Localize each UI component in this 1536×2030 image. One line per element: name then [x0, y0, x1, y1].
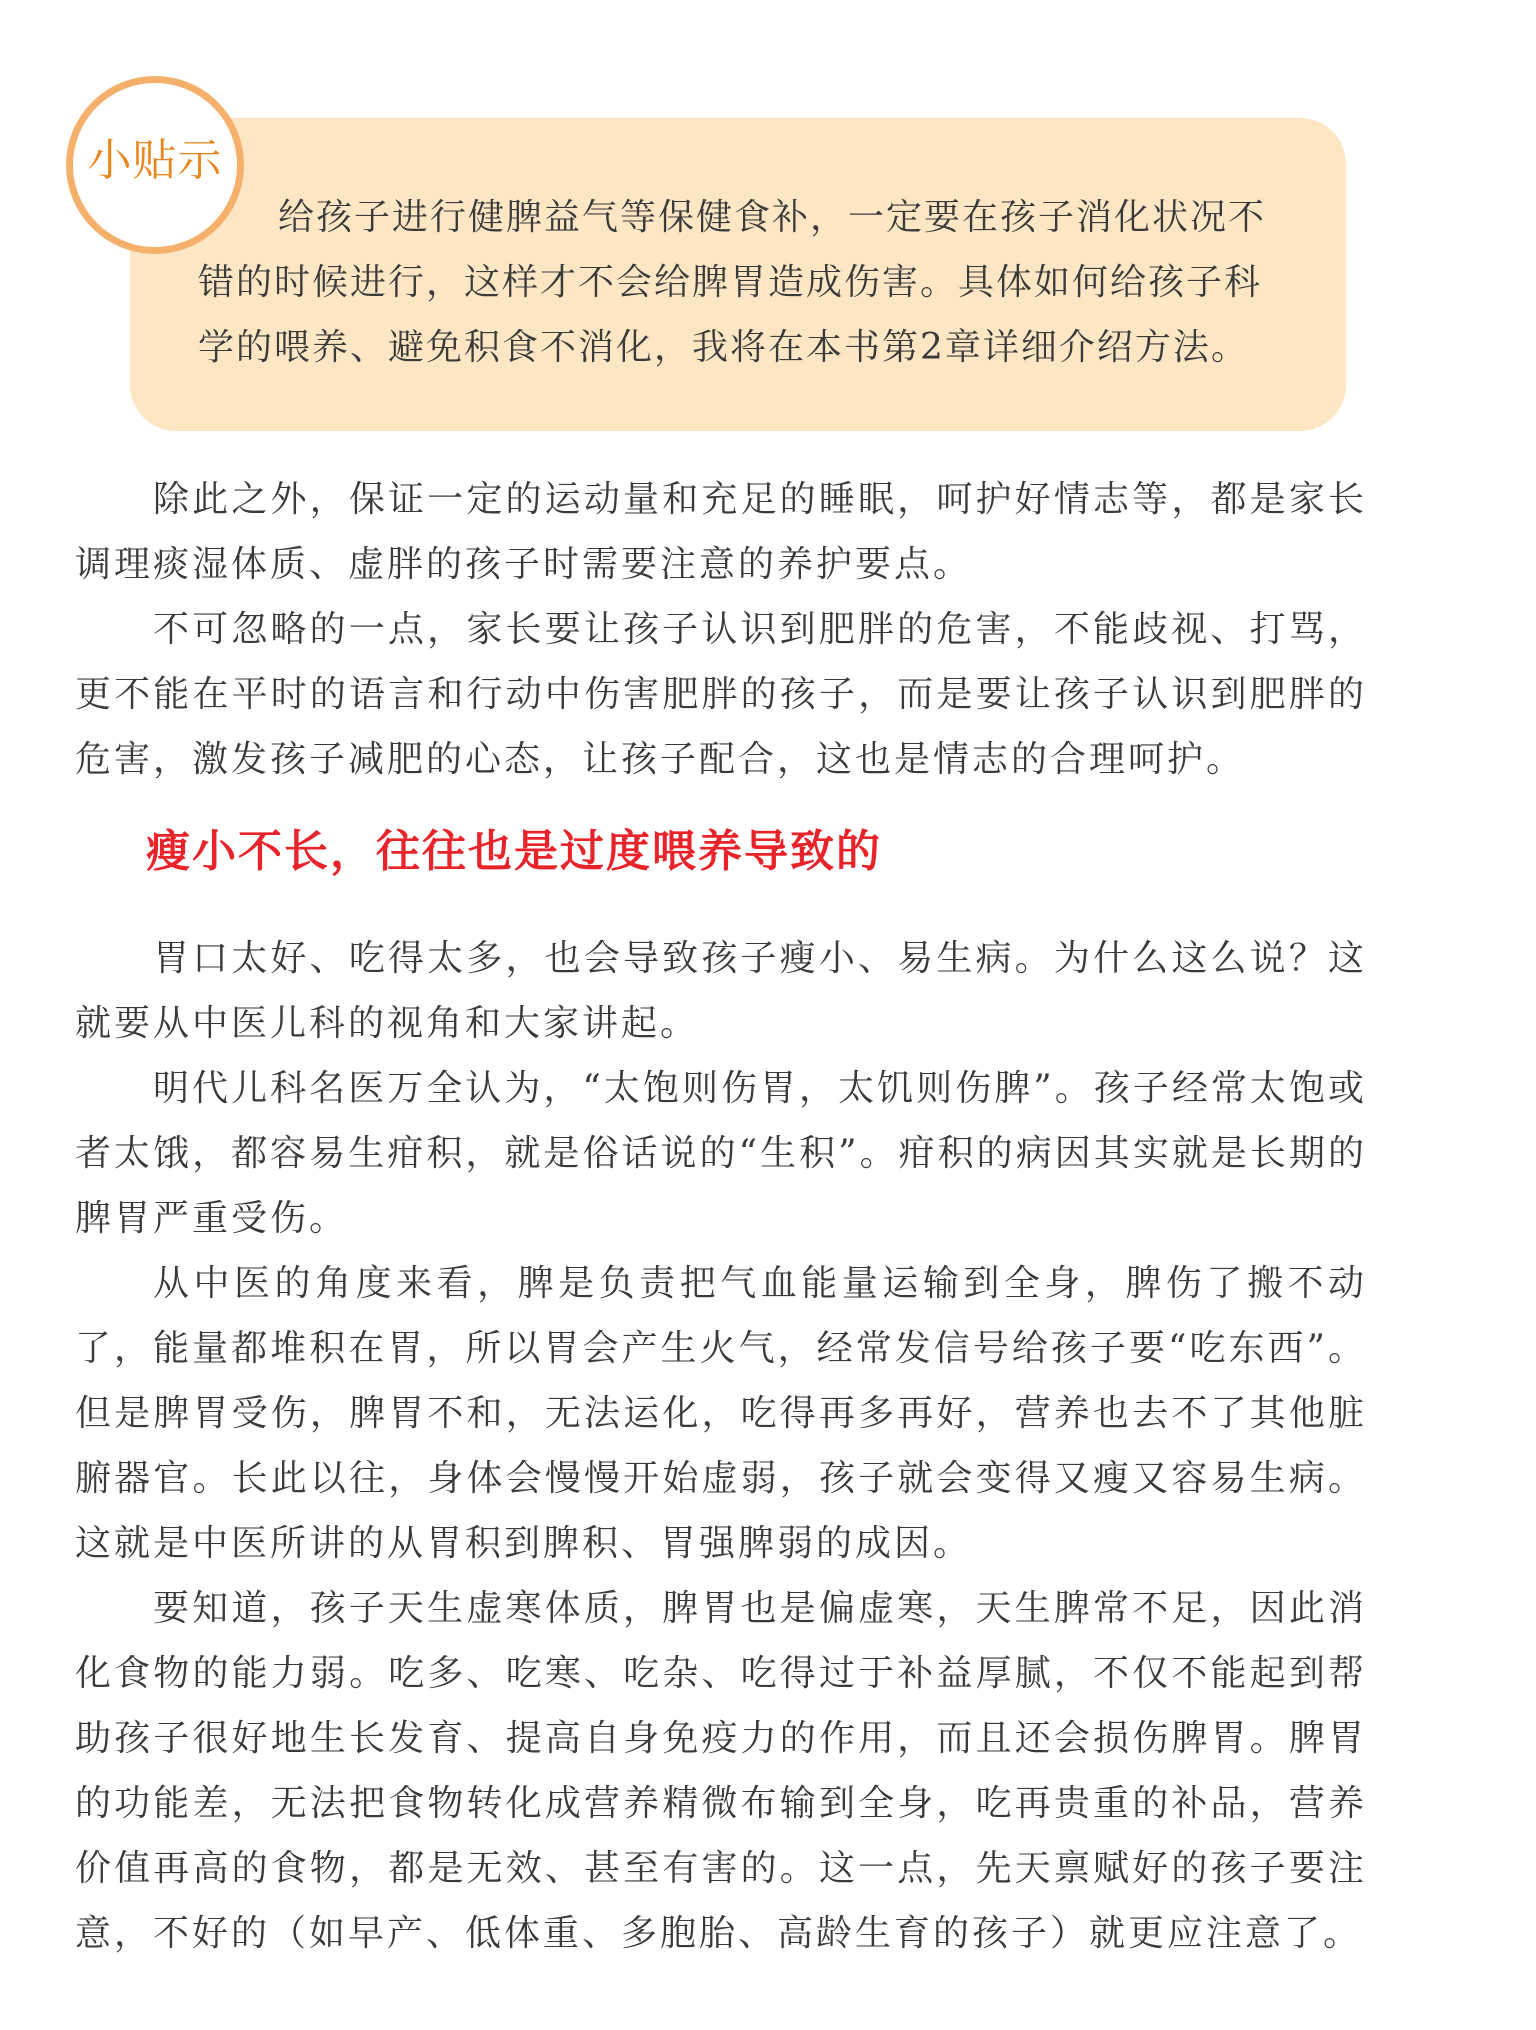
- section-paragraph-1: 胃口太好、吃得太多，也会导致孩子瘦小、易生病。为什么这么说？这就要从中医儿科的视角和大家讲起。: [75, 938, 1367, 1044]
- section-heading: 瘦小不长，往往也是过度喂养导致的: [146, 826, 882, 877]
- section-paragraph-2: 明代儿科名医万全认为，“太饱则伤胃，太饥则伤脾”。孩子经常太饱或者太饿，都容易生疳积，就是俗话说的“生积”。疳积的病因其实就是长期的脾胃严重受伤。: [75, 1068, 1367, 1239]
- paragraph-2: 不可忽略的一点，家长要让孩子认识到肥胖的危害，不能歧视、打骂，更不能在平时的语言和行动中伤害肥胖的孩子，而是要让孩子认识到肥胖的危害，激发孩子减肥的心态，让孩子配合，这也是情志的合理呵护。: [75, 609, 1367, 780]
- tip-text: [198, 185, 1308, 380]
- section-paragraph-3: 从中医的角度来看，脾是负责把气血能量运输到全身，脾伤了搬不动了，能量都堆积在胃，所以胃会产生火气，经常发信号给孩子要“吃东西”。但是脾胃受伤，脾胃不和，无法运化，吃得再多再好，营养也去不了其他脏腑器官。长此以往，身体会慢慢开始虚弱，孩子就会变得又瘦又容易生病。这就是中医所讲的从胃积到脾积、胃强脾弱的成因。: [75, 1263, 1367, 1564]
- paragraph-1: 除此之外，保证一定的运动量和充足的睡眠，呵护好情志等，都是家长调理痰湿体质、虚胖的孩子时需要注意的养护要点。: [75, 479, 1367, 585]
- tip-line-1: 给孩子进行健脾益气等保健食补，一定要在孩子消化状况不: [278, 197, 1267, 238]
- section-paragraph-4: 要知道，孩子天生虚寒体质，脾胃也是偏虚寒，天生脾常不足，因此消化食物的能力弱。吃多、吃寒、吃杂、吃得过于补益厚腻，不仅不能起到帮助孩子很好地生长发育、提高自身免疫力的作用，而且还会损伤脾胃。脾胃的功能差，无法把食物转化成营养精微布输到全身，吃再贵重的补品，营养价值再高的食物，都是无效、甚至有害的。这一点，先天禀赋好的孩子要注意，不好的（如早产、低体重、多胞胎、高龄生育的孩子）就更应注意了。: [75, 1588, 1367, 1954]
- tip-badge-label: 小贴示: [87, 135, 223, 186]
- tip-line-2: 错的时候进行，这样才不会给脾胃造成伤害。具体如何给孩子科: [198, 262, 1263, 303]
- tip-line-3: 学的喂养、避免积食不消化，我将在本书第2章详细介绍方法。: [198, 327, 1249, 368]
